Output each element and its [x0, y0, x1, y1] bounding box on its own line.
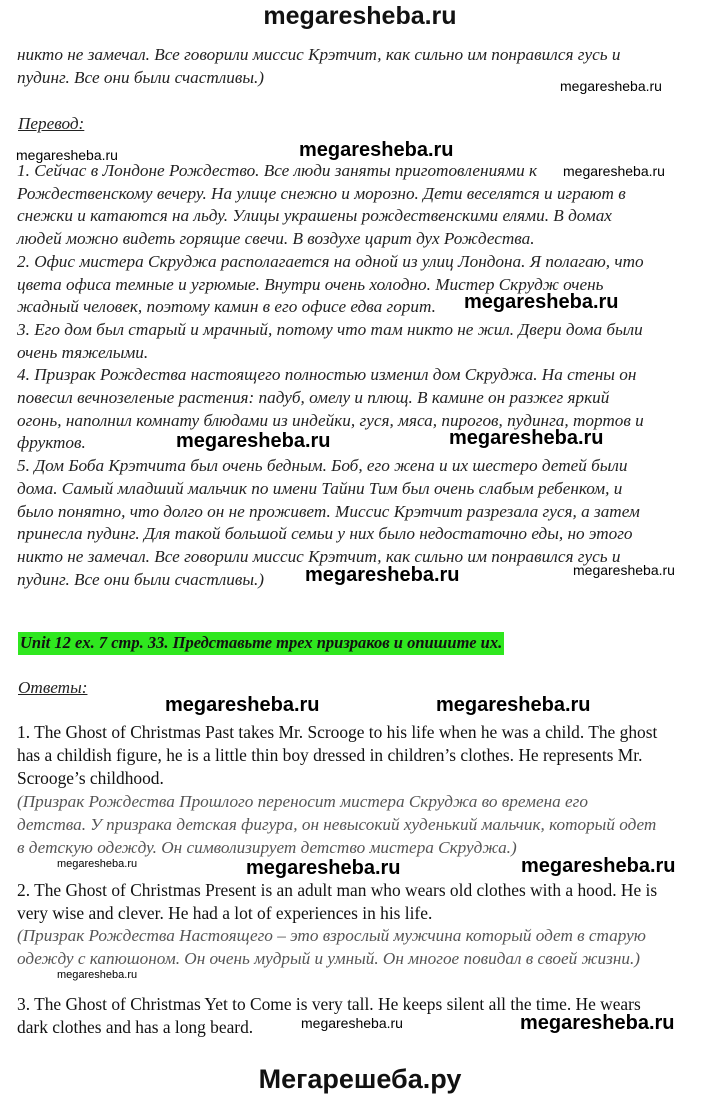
text-line: (Призрак Рождества Прошлого переносит мистера Скруджа во времена его — [17, 792, 588, 811]
text-line: пудинг. Все они были счастливы.) — [17, 67, 265, 87]
watermark: megaresheba.ru — [299, 139, 454, 161]
site-header-title: megaresheba.ru — [263, 2, 457, 30]
site-footer-brand: Мегарешеба.ру — [258, 1064, 462, 1094]
text-line: 1. Сейчас в Лондоне Рождество. Все люди заняты приготовлениями к — [17, 161, 538, 180]
watermark: megaresheba.ru — [301, 1015, 403, 1031]
text-line: 2. Офис мистера Скруджа располагается на одной из улиц Лондона. Я полагаю, что — [17, 251, 644, 271]
watermark: megaresheba.ru — [464, 291, 619, 313]
text-line: very wise and clever. He had a lot of experiences in his life. — [17, 902, 433, 923]
text-line: одежду с капюшоном. Он очень мудрый и умный. Он многое повидал в своей жизни.) — [17, 948, 640, 968]
text-line: жадный человек, поэтому камин в его офисе едва горит. — [17, 297, 436, 317]
answer-2-translation — [17, 925, 707, 971]
translation-body — [17, 160, 707, 591]
text-line: 3. Его дом был старый и мрачный, потому что там никто не жил. Двери дома были — [17, 319, 643, 339]
text-line: дома. Самый младший мальчик по имени Тайни Тим был очень слабым ребенком, и — [17, 478, 623, 498]
watermark: megaresheba.ru — [560, 78, 662, 94]
text-line: в детскую одежду. Он символизирует детство мистера Скруджа.) — [17, 837, 517, 857]
watermark: megaresheba.ru — [520, 1012, 675, 1034]
text-line: никто не замечал. Все говорили миссис Крэтчит, как сильно им понравился гусь и — [17, 546, 621, 566]
text-line: dark clothes and has a long beard. — [17, 1016, 254, 1037]
text-line: 4. Призрак Рождества настоящего полностью изменил дом Скруджа. На стены он — [17, 365, 637, 385]
watermark: megaresheba.ru — [436, 694, 591, 716]
answers-heading: Ответы: — [18, 678, 88, 697]
text-line: Scrooge’s childhood. — [17, 767, 164, 788]
watermark: megaresheba.ru — [57, 969, 138, 981]
text-line: людей можно видеть горящие свечи. В воздухе царит дух Рождества. — [17, 229, 535, 249]
text-line: пудинг. Все они были счастливы.) — [17, 569, 265, 589]
answer-2-english — [17, 879, 707, 925]
text-line: детства. У призрака детская фигура, он невысокий худенький мальчик, который одет — [17, 814, 657, 834]
watermark: megaresheba.ru — [521, 855, 676, 877]
answer-1-translation — [17, 791, 707, 860]
task-title: Unit 12 ex. 7 стр. 33. Представьте трех призраков и опишите их. — [18, 632, 504, 655]
watermark: megaresheba.ru — [563, 163, 665, 179]
watermark: megaresheba.ru — [165, 694, 320, 716]
text-line: 5. Дом Боба Крэтчита был очень бедным. Боб, его жена и их шестеро детей были — [17, 456, 628, 476]
text-line: (Призрак Рождества Настоящего – это взрослый мужчина который одет в старую — [17, 926, 646, 945]
text-line: 1. The Ghost of Christmas Past takes Mr. Scrooge to his life when he was a child. The ghost — [17, 722, 658, 742]
text-line: has a childish figure, he is a little thin boy dressed in children’s clothes. He represents Mr. — [17, 744, 643, 765]
watermark: megaresheba.ru — [57, 858, 138, 870]
text-line: повесил вечнозеленые растения: падуб, омелу и плющ. В камине он разжег яркий — [17, 388, 610, 408]
text-line: фруктов. — [17, 433, 86, 453]
text-line: снежки и катаются на льду. Улицы украшены рождественскими елями. В домах — [17, 206, 612, 226]
watermark: megaresheba.ru — [16, 147, 118, 163]
watermark: megaresheba.ru — [449, 427, 604, 449]
answer-1-english — [17, 721, 707, 790]
text-line: принесла пудинг. Для такой большой семьи у них было недостаточно еды, но этого — [17, 524, 633, 544]
text-line: цвета офиса темные и угрюмые. Внутри очень холодно. Мистер Скрудж очень — [17, 274, 604, 294]
text-line: Рождественскому вечеру. На улице снежно и морозно. Дети веселятся и играют в — [17, 183, 626, 203]
text-line: очень тяжелыми. — [17, 342, 149, 362]
watermark: megaresheba.ru — [246, 857, 401, 879]
text-line: никто не замечал. Все говорили миссис Крэтчит, как сильно им понравился гусь и — [17, 45, 621, 64]
watermark: megaresheba.ru — [573, 562, 675, 578]
text-line: было понятно, что долго он не проживет. Миссис Крэтчит разрезала гуся, а затем — [17, 501, 640, 521]
text-line: 3. The Ghost of Christmas Yet to Come is very tall. He keeps silent all the time. He wears — [17, 994, 641, 1014]
text-line: 2. The Ghost of Christmas Present is an adult man who wears old clothes with a hood. He is — [17, 880, 658, 900]
watermark: megaresheba.ru — [305, 564, 460, 586]
watermark: megaresheba.ru — [176, 430, 331, 452]
translation-heading: Перевод: — [18, 114, 85, 133]
text-line: огонь, наполнил комнату блюдами из индейки, гуся, мяса, пирогов, пудинга, тортов и — [17, 410, 644, 430]
